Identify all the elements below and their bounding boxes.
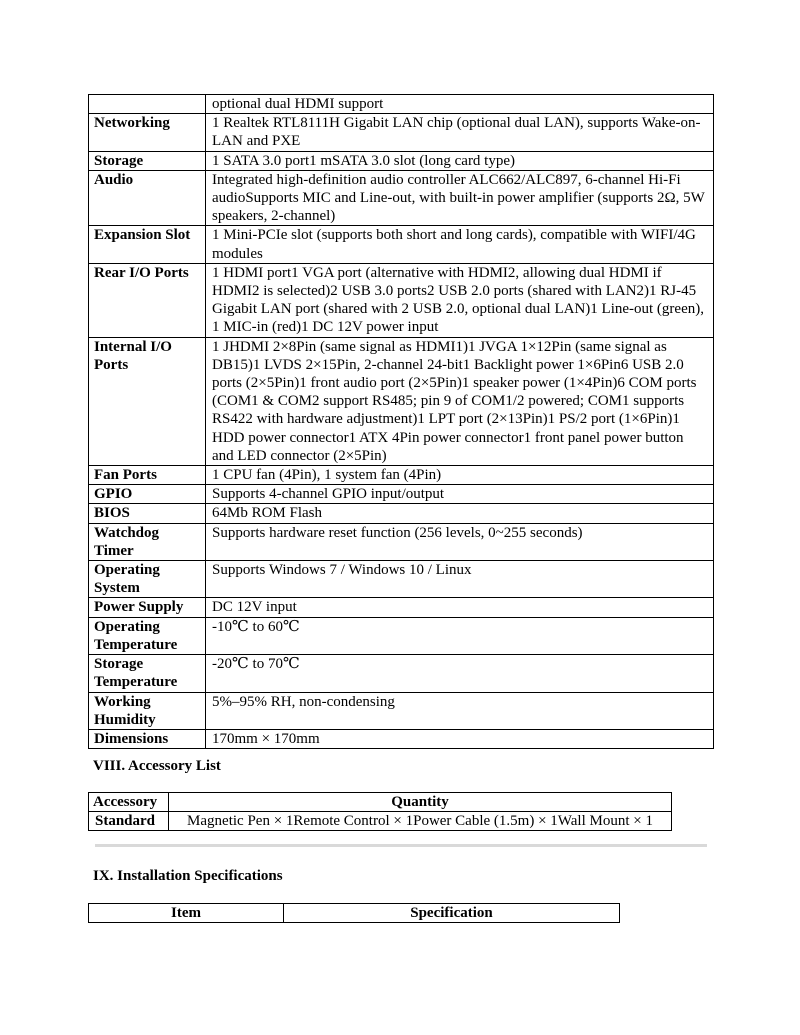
spec-table-body [89, 95, 714, 749]
spec-key: BIOS [89, 504, 206, 523]
spec-row [89, 523, 714, 560]
spec-value: Supports Windows 7 / Windows 10 / Linux [206, 561, 714, 598]
spec-key: Working Humidity [89, 692, 206, 729]
accessory-column-header: Accessory [89, 793, 169, 812]
spec-key: Storage Temperature [89, 655, 206, 692]
spec-key: GPIO [89, 485, 206, 504]
section-divider [95, 844, 707, 847]
spec-value: 1 Realtek RTL8111H Gigabit LAN chip (optional dual LAN), supports Wake-on-LAN and PXE [206, 114, 714, 151]
spec-row [89, 598, 714, 617]
spec-value: 1 JHDMI 2×8Pin (same signal as HDMI1)1 JVGA 1×12Pin (same signal as DB15)1 LVDS 2×15Pin, 2-channel 24-bit1 Backlight power 1×6Pin6 USB 2.0 ports (2×5Pin)1 front audio port (2×5Pin)1 speaker power (1×4Pin)6 COM ports (COM1 & COM2 support RS485; pin 9 of COM1/2 powered; COM1 supports RS422 with hardware adjustment)1 LPT port (2×13Pin)1 PS/2 port (1×6Pin)1 HDD power connector1 ATX 4Pin power connector1 front panel power button and LED connector (2×5Pin) [206, 337, 714, 465]
specification-column-header: Specification [284, 904, 620, 923]
spec-row [89, 114, 714, 151]
installation-header-row [89, 904, 620, 923]
spec-key: Power Supply [89, 598, 206, 617]
spec-row [89, 226, 714, 263]
spec-value: Integrated high-definition audio controller ALC662/ALC897, 6-channel Hi-Fi audioSupports MIC and Line-out, with built-in power amplifier (supports 2Ω, 5W speakers, 2-channel) [206, 170, 714, 226]
spec-row [89, 263, 714, 337]
accessory-row-value: Magnetic Pen × 1Remote Control × 1Power Cable (1.5m) × 1Wall Mount × 1 [169, 812, 672, 831]
accessory-list-heading: VIII. Accessory List [93, 758, 221, 774]
spec-value: 64Mb ROM Flash [206, 504, 714, 523]
spec-row [89, 655, 714, 692]
spec-key: Operating System [89, 561, 206, 598]
spec-row [89, 466, 714, 485]
spec-row [89, 692, 714, 729]
accessory-row-key: Standard [89, 812, 169, 831]
spec-key: Rear I/O Ports [89, 263, 206, 337]
accessory-row-standard [89, 812, 672, 831]
spec-value: Supports 4-channel GPIO input/output [206, 485, 714, 504]
spec-row [89, 337, 714, 465]
spec-key: Audio [89, 170, 206, 226]
spec-key: Networking [89, 114, 206, 151]
spec-row [89, 151, 714, 170]
spec-row [89, 170, 714, 226]
quantity-column-header: Quantity [169, 793, 672, 812]
spec-value: 1 SATA 3.0 port1 mSATA 3.0 slot (long card type) [206, 151, 714, 170]
spec-row [89, 561, 714, 598]
accessory-table [88, 792, 672, 831]
spec-key: Storage [89, 151, 206, 170]
spec-row [89, 95, 714, 114]
spec-table [88, 94, 714, 749]
spec-key: Operating Temperature [89, 617, 206, 654]
spec-row [89, 485, 714, 504]
spec-value: Supports hardware reset function (256 levels, 0~255 seconds) [206, 523, 714, 560]
spec-value: 1 Mini-PCIe slot (supports both short and long cards), compatible with WIFI/4G modules [206, 226, 714, 263]
spec-key: Internal I/O Ports [89, 337, 206, 465]
spec-value: 1 CPU fan (4Pin), 1 system fan (4Pin) [206, 466, 714, 485]
spec-key [89, 95, 206, 114]
installation-specifications-heading: IX. Installation Specifications [93, 868, 283, 884]
spec-value: -20℃ to 70℃ [206, 655, 714, 692]
spec-key: Fan Ports [89, 466, 206, 485]
spec-row [89, 729, 714, 748]
spec-value: 5%–95% RH, non-condensing [206, 692, 714, 729]
item-column-header: Item [89, 904, 284, 923]
spec-key: Dimensions [89, 729, 206, 748]
spec-value: 1 HDMI port1 VGA port (alternative with HDMI2, allowing dual HDMI if HDMI2 is selected)2 USB 3.0 ports2 USB 2.0 ports (shared with LAN2)1 RJ-45 Gigabit LAN port (shared with 2 USB 2.0, optional dual LAN)1 Line-out (green), 1 MIC-in (red)1 DC 12V power input [206, 263, 714, 337]
spec-value: optional dual HDMI support [206, 95, 714, 114]
spec-row [89, 617, 714, 654]
spec-value: DC 12V input [206, 598, 714, 617]
spec-key: Expansion Slot [89, 226, 206, 263]
accessory-header-row [89, 793, 672, 812]
spec-value: 170mm × 170mm [206, 729, 714, 748]
spec-row [89, 504, 714, 523]
spec-value: -10℃ to 60℃ [206, 617, 714, 654]
installation-table [88, 903, 620, 923]
spec-key: Watchdog Timer [89, 523, 206, 560]
